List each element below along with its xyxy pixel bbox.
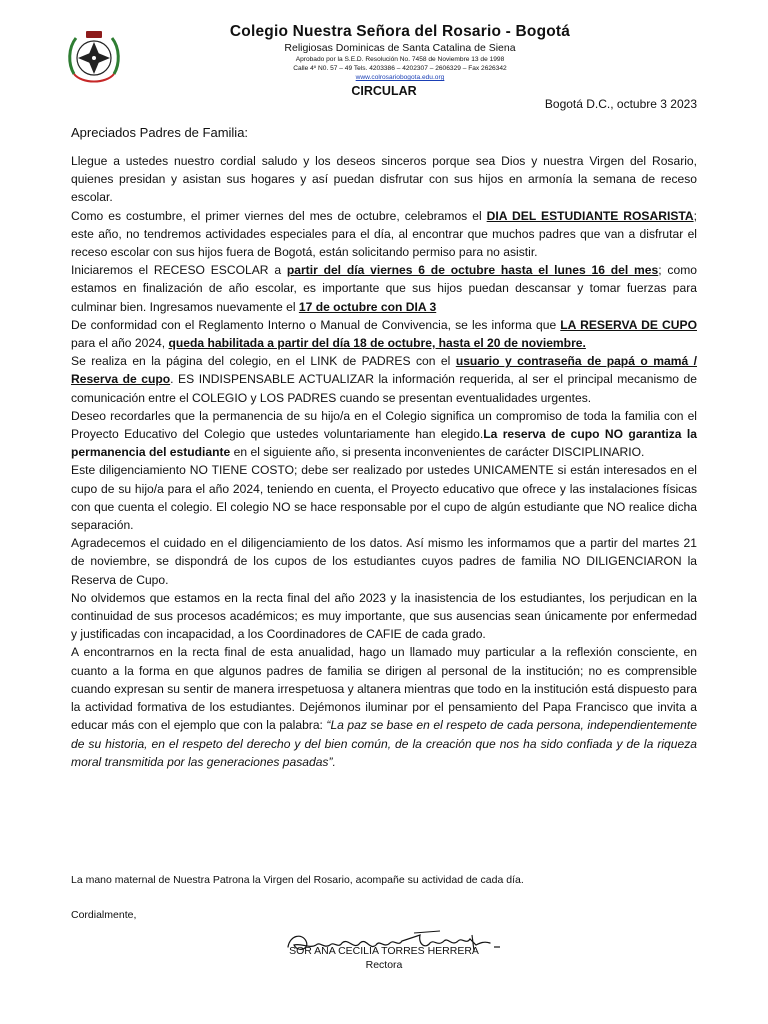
paragraph-greeting: Llegue a ustedes nuestro cordial saludo y los deseos sinceros porque sea Dios y nuestra Virgen del Rosario, quienes presidan y asistan sus hogares y así puedan disfrutar con sus hijos en armonía la semana de receso escolar. [71,154,697,205]
school-crest-icon [66,28,122,90]
closing-blessing: La mano maternal de Nuestra Patrona la Virgen del Rosario, acompañe su actividad de cada día. [71,874,524,886]
address-line: Calle 4º N0. 57 – 49 Tels. 4203386 – 4202307 – 2606329 – Fax 2626342 [293,65,507,72]
website-link[interactable]: www.colrosariobogota.edu.org [355,74,445,81]
letter-body [71,152,697,771]
paragraph-student-day: Como es costumbre, el primer viernes del mes de octubre, celebramos el DIA DEL ESTUDIANTE ROSARISTA; este año, no tendremos actividades especiales para el día, al encontrar que muchos padres que van a disfrutar el receso escolar con sus hijos fuera de Bogotá, están solicitando permiso para no asistir. [71,208,697,260]
greeting: Apreciados Padres de Familia: [71,125,249,140]
approval-line: Aprobado por la S.E.D. Resolución No. 7458 de Noviembre 13 de 1998 [295,56,505,63]
closing-regards: Cordialmente, [71,909,137,921]
paragraph-recess: Iniciaremos el RECESO ESCOLAR a partir del día viernes 6 de octubre hasta el lunes 16 del mes; como estamos en finalización de año escolar, es importante que sus hijos puedan descansar y tomar fuerzas para culminar bien. Ingresamos nuevamente el 17 de octubre con DIA 3 [71,263,697,314]
paragraph-permanence: Deseo recordarles que la permanencia de su hijo/a en el Colegio significa un compromiso de toda la familia con el Proyecto Educativo del Colegio que ustedes voluntariamente han elegido.La reserva de cupo NO garantiza la permanencia del estudiante en el siguiente año, si presenta inconvenientes de carácter DISCIPLINARIO. [71,408,697,460]
document-type: CIRCULAR [351,84,417,98]
letterhead [150,22,650,82]
paragraph-deadline: Agradecemos el cuidado en el diligenciamiento de los datos. Así mismo les informamos que a partir del martes 21 de noviembre, se dispondrá de los cupos de los estudiantes cuyos padres de familia NO DILIGENCIARON la Reserva de Cupo. [71,536,697,587]
paragraph-parents-link: Se realiza en la página del colegio, en el LINK de PADRES con el usuario y contraseña de papá o mamá / Reserva de cupo. ES INDISPENSABLE ACTUALIZAR la información requerida, al ser el principal mecanismo de comunicación entre el COLEGIO y LOS PADRES cuando se presentan eventualidades urgentes. [71,354,698,405]
signer-role: Rectora [365,959,403,971]
school-name: Colegio Nuestra Señora del Rosario - Bogotá [229,23,571,40]
religious-order: Religiosas Dominicas de Santa Catalina de Siena [284,42,516,54]
paragraph-reflection: A encontrarnos en la recta final de esta anualidad, hago un llamado muy particular a la reflexión consciente, en cuanto a la forma en que algunos padres de familia se dirigen al personal de la institución; no es comprensible cuando expresan su sentir de manera irrespetuosa y altanera mientras que todo en la institución está dispuesto para la actividad formativa de los estudiantes. Dejémonos iluminar por el pensamiento del Papa Francisco que invita a educar más con el ejemplo que con la palabra: “La paz se base en el respeto de cada persona, independientemente de su historia, en el respeto del derecho y del bien común, de la creación que nos ha sido confiada y de la riqueza moral transmitida por las generaciones pasadas”. [71,645,697,769]
pope-quote: “La paz se base en el respeto de cada persona, independientemente de su historia, en el respeto del derecho y del bien común, de la creación que nos ha sido confiada y de la riqueza moral transmitida por las generaciones pasadas”. [71,718,697,769]
paragraph-no-cost: Este diligenciamiento NO TIENE COSTO; debe ser realizado por ustedes UNICAMENTE si están interesados en el cupo de su hijo/a para el año 2024, teniendo en cuenta, el Proyecto educativo que ofrece y las instalaciones físicas con que cuenta el colegio. El colegio NO se hace responsable por el cupo de algún estudiante que NO realice dicha separación. [71,463,697,533]
paragraph-attendance: No olvidemos que estamos en la recta final del año 2023 y la inasistencia de los estudiantes, los perjudican en la continuidad de sus procesos académicos; es muy importante, que sus ausencias sean únicamente por enfermedad y justificadas con incapacidad, a los Coordinadores de CAFIE de cada grado. [71,590,697,642]
document-date: Bogotá D.C., octubre 3 2023 [544,97,697,111]
paragraph-reservation: De conformidad con el Reglamento Interno o Manual de Convivencia, se les informa que LA RESERVA DE CUPO para el año 2024, queda habilitada a partir del día 18 de octubre, hasta el 20 de noviembre. [71,317,697,351]
signer-name: SOR ANA CECILIA TORRES HERRERA [289,945,479,957]
